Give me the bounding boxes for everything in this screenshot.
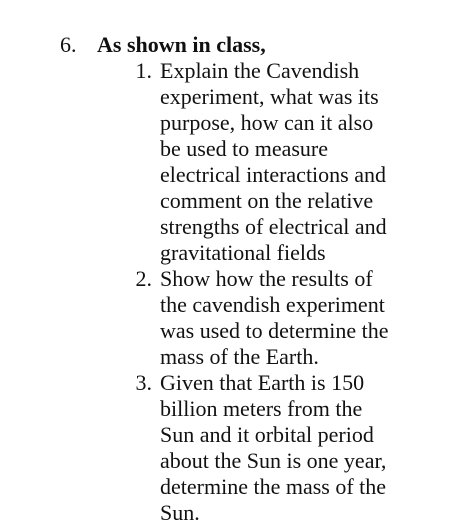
sub-question-1 [0, 58, 474, 266]
sub-question-list [0, 58, 474, 526]
question-title: As shown in class, [97, 32, 266, 57]
question-number: 6. [60, 32, 77, 57]
sub-question-number: 1. [135, 58, 152, 83]
sub-question-2 [0, 266, 474, 370]
sub-question-number: 2. [135, 266, 152, 291]
sub-question-number: 3. [135, 370, 152, 395]
sub-question-3 [0, 370, 474, 526]
sub-question-text: Show how the results of the cavendish experiment was used to determine the mass of the Earth. [160, 266, 389, 369]
sub-question-text: Given that Earth is 150 billion meters from the Sun and it orbital period about the Sun is one year, determine the mass of the Sun. [160, 370, 387, 525]
sub-question-text: Explain the Cavendish experiment, what was its purpose, how can it also be used to measure electrical interactions and comment on the relative strengths of electrical and gravitational fields [160, 58, 387, 265]
